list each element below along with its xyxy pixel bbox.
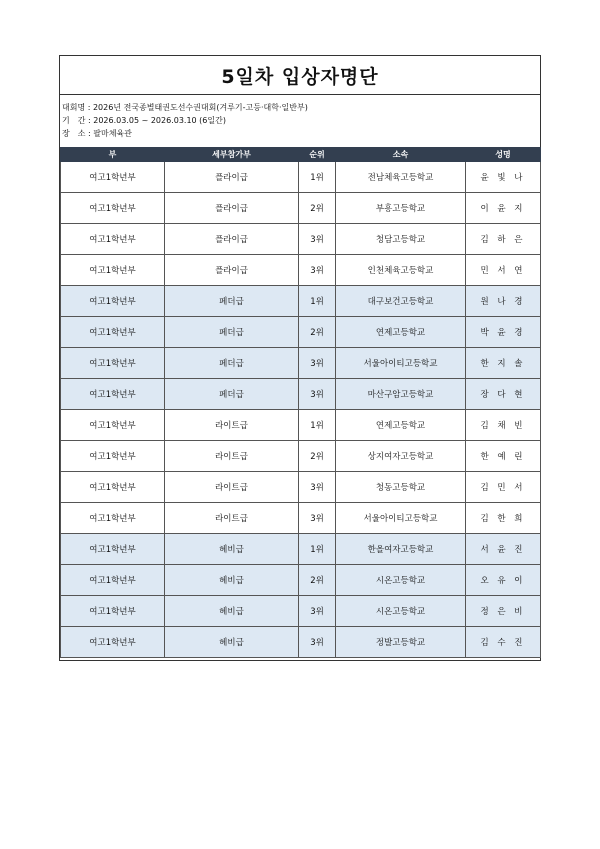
- cell-weight-class: 페더급: [165, 286, 299, 317]
- cell-division: 여고1학년부: [61, 472, 165, 503]
- cell-division: 여고1학년부: [61, 286, 165, 317]
- cell-name: 정 은 비: [466, 596, 541, 627]
- table-row: [61, 534, 541, 565]
- cell-rank: 2위: [299, 565, 336, 596]
- page-title: 5일차 입상자명단: [60, 56, 540, 95]
- cell-rank: 2위: [299, 193, 336, 224]
- cell-school: 부흥고등학교: [336, 193, 466, 224]
- cell-weight-class: 라이트급: [165, 472, 299, 503]
- table-row: [61, 410, 541, 441]
- cell-weight-class: 헤비급: [165, 565, 299, 596]
- cell-division: 여고1학년부: [61, 534, 165, 565]
- cell-division: 여고1학년부: [61, 503, 165, 534]
- cell-school: 시온고등학교: [336, 565, 466, 596]
- cell-name: 김 채 빈: [466, 410, 541, 441]
- competition-name: 대회명 : 2026년 전국종별태권도선수권대회(겨루기-고등·대학·일반부): [62, 103, 308, 112]
- cell-division: 여고1학년부: [61, 162, 165, 193]
- cell-rank: 3위: [299, 255, 336, 286]
- cell-name: 김 하 은: [466, 224, 541, 255]
- cell-name: 서 윤 진: [466, 534, 541, 565]
- cell-weight-class: 라이트급: [165, 441, 299, 472]
- table-row: [61, 162, 541, 193]
- cell-rank: 3위: [299, 596, 336, 627]
- cell-rank: 1위: [299, 410, 336, 441]
- cell-rank: 3위: [299, 379, 336, 410]
- cell-name: 김 민 서: [466, 472, 541, 503]
- cell-school: 대구보건고등학교: [336, 286, 466, 317]
- cell-weight-class: 라이트급: [165, 410, 299, 441]
- cell-weight-class: 헤비급: [165, 596, 299, 627]
- cell-name: 한 예 린: [466, 441, 541, 472]
- table-row: [61, 472, 541, 503]
- cell-weight-class: 라이트급: [165, 503, 299, 534]
- cell-name: 박 윤 경: [466, 317, 541, 348]
- table-row: [61, 224, 541, 255]
- cell-rank: 1위: [299, 286, 336, 317]
- table-header-row: [61, 148, 541, 162]
- cell-weight-class: 헤비급: [165, 534, 299, 565]
- cell-division: 여고1학년부: [61, 565, 165, 596]
- cell-division: 여고1학년부: [61, 224, 165, 255]
- cell-rank: 3위: [299, 627, 336, 658]
- column-header-rank: 순위: [299, 148, 336, 162]
- cell-division: 여고1학년부: [61, 379, 165, 410]
- cell-school: 서울아이티고등학교: [336, 503, 466, 534]
- cell-school: 연제고등학교: [336, 317, 466, 348]
- table-row: [61, 503, 541, 534]
- cell-name: 윤 빛 나: [466, 162, 541, 193]
- cell-school: 청동고등학교: [336, 472, 466, 503]
- cell-school: 시온고등학교: [336, 596, 466, 627]
- cell-division: 여고1학년부: [61, 193, 165, 224]
- table-row: [61, 627, 541, 658]
- cell-school: 인천체육고등학교: [336, 255, 466, 286]
- cell-name: 한 지 솔: [466, 348, 541, 379]
- results-table: [60, 147, 541, 658]
- cell-division: 여고1학년부: [61, 627, 165, 658]
- cell-name: 김 수 진: [466, 627, 541, 658]
- cell-weight-class: 페더급: [165, 348, 299, 379]
- cell-name: 민 서 연: [466, 255, 541, 286]
- column-header-division: 부: [61, 148, 165, 162]
- column-header-school: 소속: [336, 148, 466, 162]
- results-sheet: [59, 55, 541, 661]
- cell-rank: 1위: [299, 534, 336, 565]
- table-row: [61, 441, 541, 472]
- competition-info: [60, 95, 540, 147]
- cell-rank: 3위: [299, 348, 336, 379]
- cell-school: 상지여자고등학교: [336, 441, 466, 472]
- table-row: [61, 286, 541, 317]
- cell-weight-class: 플라이급: [165, 224, 299, 255]
- cell-division: 여고1학년부: [61, 410, 165, 441]
- cell-division: 여고1학년부: [61, 317, 165, 348]
- cell-division: 여고1학년부: [61, 441, 165, 472]
- cell-weight-class: 페더급: [165, 317, 299, 348]
- cell-rank: 3위: [299, 472, 336, 503]
- cell-rank: 2위: [299, 317, 336, 348]
- cell-division: 여고1학년부: [61, 596, 165, 627]
- column-header-name: 성명: [466, 148, 541, 162]
- table-row: [61, 193, 541, 224]
- cell-weight-class: 플라이급: [165, 255, 299, 286]
- cell-rank: 3위: [299, 503, 336, 534]
- cell-school: 한올여자고등학교: [336, 534, 466, 565]
- table-row: [61, 317, 541, 348]
- cell-division: 여고1학년부: [61, 348, 165, 379]
- table-row: [61, 565, 541, 596]
- cell-weight-class: 페더급: [165, 379, 299, 410]
- cell-weight-class: 플라이급: [165, 193, 299, 224]
- table-row: [61, 255, 541, 286]
- cell-name: 이 윤 지: [466, 193, 541, 224]
- cell-school: 마산구암고등학교: [336, 379, 466, 410]
- cell-school: 연제고등학교: [336, 410, 466, 441]
- cell-school: 정발고등학교: [336, 627, 466, 658]
- cell-school: 청담고등학교: [336, 224, 466, 255]
- cell-rank: 2위: [299, 441, 336, 472]
- cell-division: 여고1학년부: [61, 255, 165, 286]
- cell-rank: 1위: [299, 162, 336, 193]
- cell-name: 김 한 희: [466, 503, 541, 534]
- cell-rank: 3위: [299, 224, 336, 255]
- cell-school: 서울아이티고등학교: [336, 348, 466, 379]
- cell-name: 원 나 경: [466, 286, 541, 317]
- cell-school: 전남체육고등학교: [336, 162, 466, 193]
- cell-weight-class: 플라이급: [165, 162, 299, 193]
- competition-period: 기 간 : 2026.03.05 ~ 2026.03.10 (6일간): [62, 116, 226, 125]
- competition-venue: 장 소 : 팔마체육관: [62, 129, 132, 138]
- cell-weight-class: 헤비급: [165, 627, 299, 658]
- table-row: [61, 379, 541, 410]
- table-row: [61, 348, 541, 379]
- cell-name: 장 다 현: [466, 379, 541, 410]
- table-row: [61, 596, 541, 627]
- cell-name: 오 유 이: [466, 565, 541, 596]
- column-header-weight-class: 세부참가부: [165, 148, 299, 162]
